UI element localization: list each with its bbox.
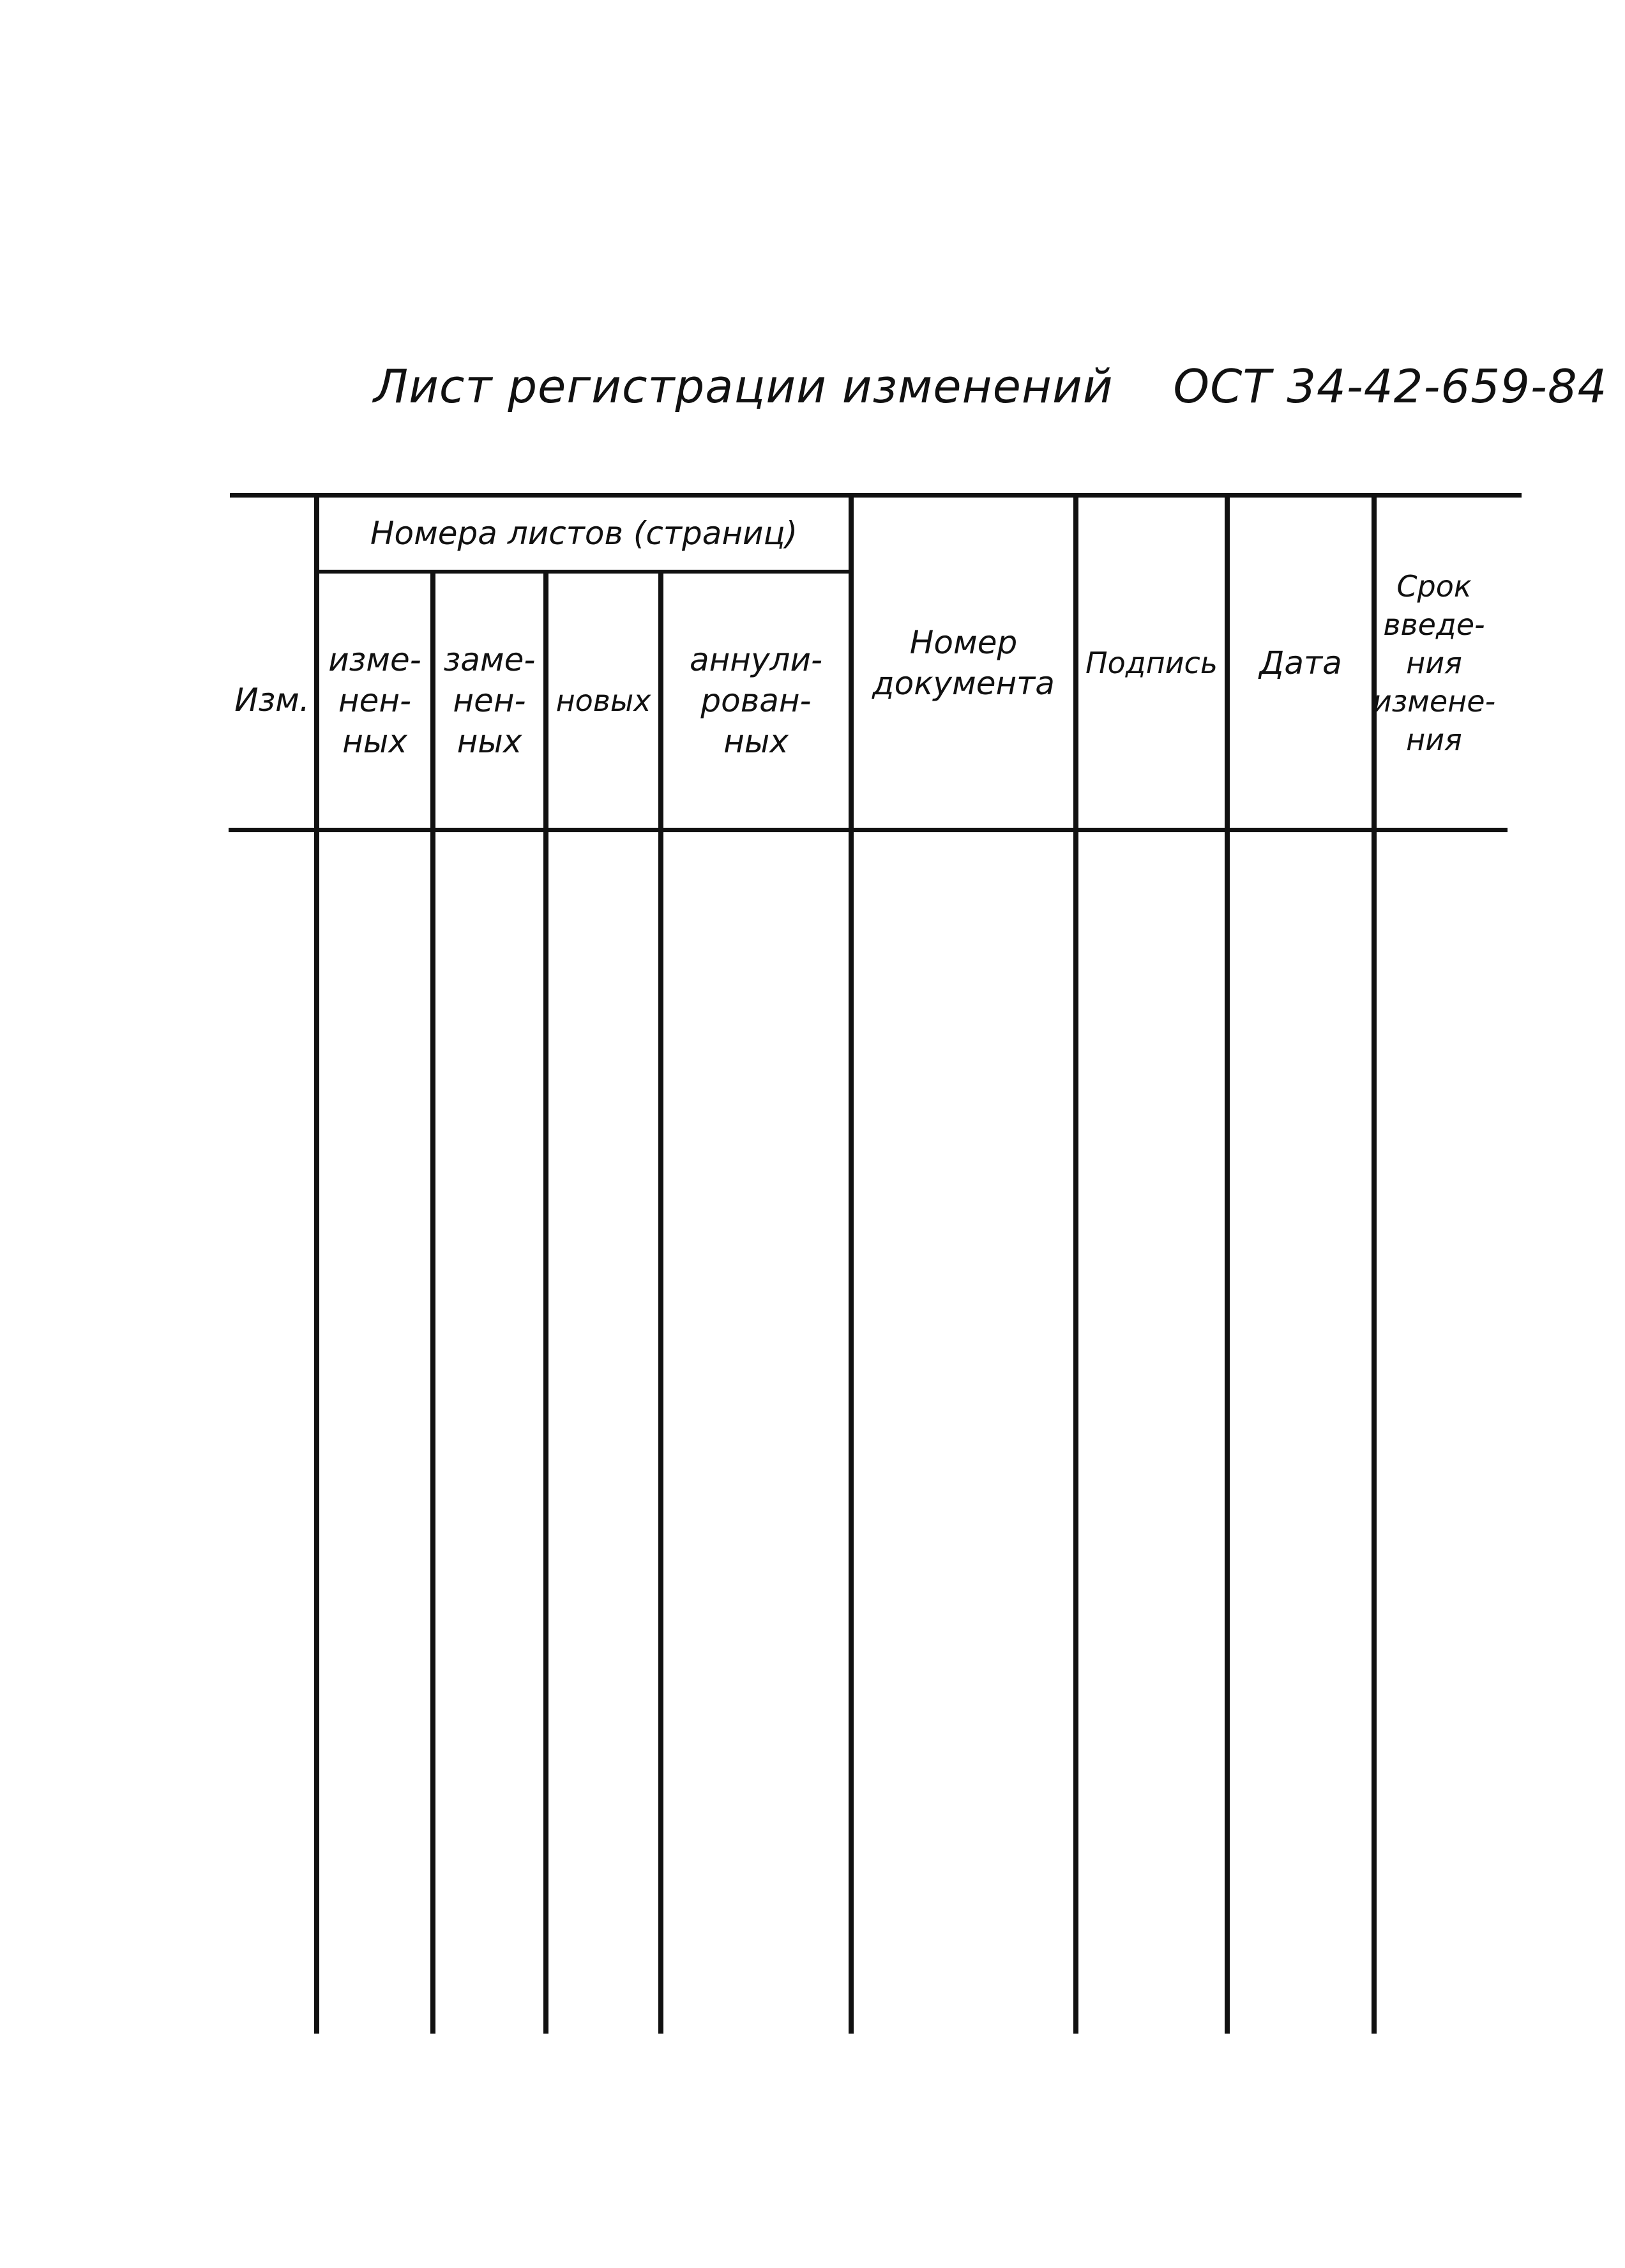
header-zamenennyh	[435, 574, 543, 828]
header-srok-line-2: введе-	[1383, 607, 1485, 642]
header-data	[1230, 498, 1372, 828]
page-title	[374, 348, 1608, 425]
standard-code: ОСТ 34-42-659-84	[1173, 360, 1608, 413]
header-izm	[230, 575, 314, 825]
header-izmenennyh	[319, 574, 430, 828]
header-srok-line-3: ния	[1406, 645, 1462, 680]
header-nomer-line-1: Номер	[909, 623, 1018, 661]
header-nomer-line-2: документа	[872, 664, 1055, 702]
column-divider-novyh	[658, 570, 663, 2034]
group-header-label: Номера листов (страниц)	[370, 515, 798, 552]
column-divider-nomer	[1073, 493, 1078, 2034]
column-divider-izmenennyh	[430, 570, 435, 2034]
header-izmenennyh-line-1: изме-	[328, 641, 421, 678]
header-bottom-border	[229, 828, 1508, 832]
column-divider-podpis	[1225, 493, 1230, 2034]
header-zamenennyh-line-3: ных	[457, 723, 522, 760]
header-annulirovannyh-line-2: рован-	[700, 682, 812, 719]
header-zamenennyh-line-2: нен-	[453, 682, 526, 719]
header-srok-line-4: измене-	[1372, 683, 1496, 719]
title-text: Лист регистрации изменений	[374, 360, 1114, 413]
header-novyh-label: новых	[556, 683, 651, 718]
header-data-label: Дата	[1259, 644, 1342, 681]
header-srok-vvedeniya	[1372, 498, 1496, 828]
column-divider-izm	[314, 493, 319, 2034]
header-srok-line-1: Срок	[1396, 568, 1472, 604]
header-annulirovannyh-line-3: ных	[723, 723, 789, 760]
header-annulirovannyh-line-1: аннули-	[689, 641, 823, 678]
header-izmenennyh-line-2: нен-	[338, 682, 412, 719]
header-novyh	[548, 574, 658, 828]
header-izm-label: Изм.	[234, 681, 310, 719]
column-divider-annulirovannyh	[849, 493, 854, 2034]
header-group-sheet-numbers	[319, 497, 849, 570]
header-srok-line-5: ния	[1406, 722, 1462, 757]
header-izmenennyh-line-3: ных	[342, 723, 407, 760]
header-podpis	[1078, 498, 1225, 828]
header-annulirovannyh	[663, 574, 849, 828]
header-zamenennyh-line-1: заме-	[443, 641, 536, 678]
header-nomer-dokumenta	[854, 498, 1073, 828]
column-divider-zamenennyh	[543, 570, 548, 2034]
header-podpis-label: Подпись	[1085, 645, 1218, 680]
column-divider-data	[1372, 493, 1377, 2034]
